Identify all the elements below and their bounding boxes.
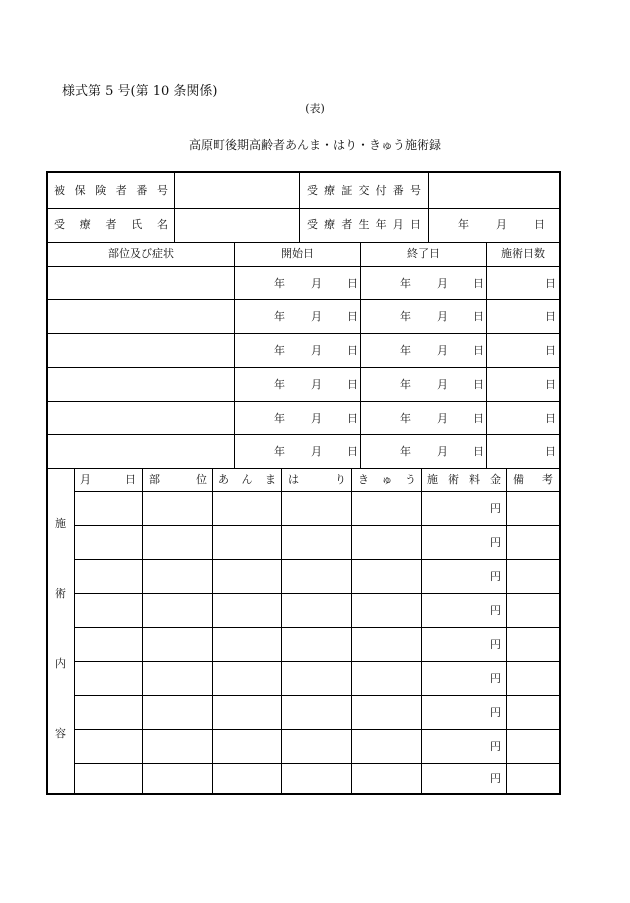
- start-date-field[interactable]: [236, 268, 359, 299]
- site-field[interactable]: [144, 492, 211, 525]
- remarks-field[interactable]: [508, 696, 558, 729]
- year-unit: 年: [458, 218, 469, 231]
- site-symptom-field[interactable]: [50, 301, 232, 332]
- column-header-month-day: [80, 473, 136, 487]
- month-unit: 月: [311, 412, 322, 425]
- anma-field[interactable]: [214, 662, 280, 695]
- treatment-days-field[interactable]: [488, 268, 558, 299]
- yen-unit: 円: [490, 706, 501, 719]
- kyu-field[interactable]: [353, 628, 420, 661]
- remarks-field[interactable]: [508, 662, 558, 695]
- month-day-field[interactable]: [76, 662, 141, 695]
- month-day-field[interactable]: [76, 560, 141, 593]
- start-date-field[interactable]: [236, 403, 359, 434]
- month-day-field[interactable]: [76, 696, 141, 729]
- anma-field[interactable]: [214, 594, 280, 627]
- hari-field[interactable]: [283, 526, 350, 559]
- yen-unit: 円: [490, 502, 501, 515]
- day-unit: 日: [545, 310, 556, 323]
- day-unit: 日: [473, 277, 484, 290]
- day-unit: 日: [545, 277, 556, 290]
- month-unit: 月: [311, 344, 322, 357]
- year-unit: 年: [400, 378, 411, 391]
- hari-field[interactable]: [283, 594, 350, 627]
- kyu-field[interactable]: [353, 492, 420, 525]
- month-unit: 月: [311, 445, 322, 458]
- hari-field[interactable]: [283, 764, 350, 793]
- side-label: (表): [305, 102, 325, 115]
- site-field[interactable]: [144, 764, 211, 793]
- end-date-field[interactable]: [362, 301, 485, 332]
- anma-field[interactable]: [214, 730, 280, 763]
- column-header-treatment-days: 施術日数: [501, 247, 545, 260]
- patient-name-label: 受 療 者 氏 名: [54, 218, 168, 231]
- day-unit: 日: [473, 310, 484, 323]
- fee-field[interactable]: [423, 628, 505, 661]
- detail-side-label: [48, 469, 74, 793]
- treatment-days-field[interactable]: [488, 403, 558, 434]
- start-date-field[interactable]: [236, 369, 359, 400]
- day-unit: 日: [347, 378, 358, 391]
- day-unit: 日: [545, 412, 556, 425]
- month-day-field[interactable]: [76, 492, 141, 525]
- site-field[interactable]: [144, 730, 211, 763]
- yen-unit: 円: [490, 740, 501, 753]
- hari-field[interactable]: [283, 662, 350, 695]
- month-day-field[interactable]: [76, 730, 141, 763]
- kyu-field[interactable]: [353, 594, 420, 627]
- fee-field[interactable]: [423, 764, 505, 793]
- site-field[interactable]: [144, 628, 211, 661]
- remarks-field[interactable]: [508, 526, 558, 559]
- insured-number-field[interactable]: [176, 175, 298, 207]
- remarks-field[interactable]: [508, 594, 558, 627]
- month-unit: 月: [437, 310, 448, 323]
- remarks-field[interactable]: [508, 628, 558, 661]
- yen-unit: 円: [490, 772, 501, 785]
- day-unit: 日: [473, 378, 484, 391]
- birthdate-label: 受 療 者 生 年 月 日: [307, 218, 421, 231]
- remarks-field[interactable]: [508, 730, 558, 763]
- day-unit: 日: [347, 277, 358, 290]
- month-label: 月: [80, 473, 91, 486]
- site-symptom-field[interactable]: [50, 403, 232, 434]
- remarks-field[interactable]: [508, 764, 558, 793]
- day-unit: 日: [473, 344, 484, 357]
- kyu-field[interactable]: [353, 662, 420, 695]
- year-unit: 年: [400, 344, 411, 357]
- month-unit: 月: [311, 277, 322, 290]
- fee-field[interactable]: [423, 730, 505, 763]
- month-day-field[interactable]: [76, 628, 141, 661]
- month-unit: 月: [437, 344, 448, 357]
- day-unit: 日: [347, 412, 358, 425]
- fee-field[interactable]: [423, 594, 505, 627]
- yen-unit: 円: [490, 604, 501, 617]
- year-unit: 年: [274, 412, 285, 425]
- treatment-record-form: [46, 171, 561, 795]
- yen-unit: 円: [490, 570, 501, 583]
- day-unit: 日: [347, 445, 358, 458]
- month-unit: 月: [311, 378, 322, 391]
- start-date-field[interactable]: [236, 335, 359, 366]
- remarks-field[interactable]: [508, 492, 558, 525]
- treatment-days-field[interactable]: [488, 301, 558, 332]
- fee-field[interactable]: [423, 696, 505, 729]
- form-number: 様式第 5 号(第 10 条関係): [62, 84, 218, 99]
- anma-field[interactable]: [214, 628, 280, 661]
- year-unit: 年: [400, 310, 411, 323]
- end-date-field[interactable]: [362, 268, 485, 299]
- side-char: 術: [55, 587, 66, 600]
- month-day-field[interactable]: [76, 594, 141, 627]
- treatment-days-field[interactable]: [488, 369, 558, 400]
- anma-field[interactable]: [214, 526, 280, 559]
- month-unit: 月: [437, 378, 448, 391]
- day-unit: 日: [347, 344, 358, 357]
- patient-name-field[interactable]: [176, 210, 298, 241]
- month-day-field[interactable]: [76, 526, 141, 559]
- column-header-site: 部 位: [149, 473, 207, 486]
- fee-field[interactable]: [423, 662, 505, 695]
- insured-number-label: 被 保 険 者 番 号: [54, 184, 168, 197]
- site-symptom-field[interactable]: [50, 335, 232, 366]
- day-unit: 日: [473, 412, 484, 425]
- day-unit: 日: [545, 445, 556, 458]
- start-date-field[interactable]: [236, 301, 359, 332]
- site-symptom-field[interactable]: [50, 436, 232, 467]
- month-unit: 月: [496, 218, 507, 231]
- site-field[interactable]: [144, 526, 211, 559]
- hari-field[interactable]: [283, 696, 350, 729]
- day-unit: 日: [347, 310, 358, 323]
- kyu-field[interactable]: [353, 526, 420, 559]
- year-unit: 年: [274, 378, 285, 391]
- site-field[interactable]: [144, 594, 211, 627]
- yen-unit: 円: [490, 638, 501, 651]
- year-unit: 年: [274, 344, 285, 357]
- side-char: 容: [55, 727, 66, 740]
- year-unit: 年: [274, 277, 285, 290]
- day-unit: 日: [534, 218, 545, 231]
- column-header-start-date: 開始日: [281, 247, 314, 260]
- certificate-number-label: 受 療 証 交 付 番 号: [307, 184, 421, 197]
- anma-field[interactable]: [214, 492, 280, 525]
- end-date-field[interactable]: [362, 403, 485, 434]
- column-header-kyu: き ゅ う: [358, 473, 416, 486]
- day-unit: 日: [545, 378, 556, 391]
- start-date-field[interactable]: [236, 436, 359, 467]
- site-symptom-field[interactable]: [50, 369, 232, 400]
- hari-field[interactable]: [283, 730, 350, 763]
- year-unit: 年: [400, 277, 411, 290]
- fee-field[interactable]: [423, 526, 505, 559]
- kyu-field[interactable]: [353, 560, 420, 593]
- hari-field[interactable]: [283, 492, 350, 525]
- birthdate-field[interactable]: [430, 218, 556, 232]
- kyu-field[interactable]: [353, 764, 420, 793]
- kyu-field[interactable]: [353, 730, 420, 763]
- document-title: 高原町後期高齢者あんま・はり・きゅう施術録: [188, 138, 441, 152]
- month-unit: 月: [311, 310, 322, 323]
- yen-unit: 円: [490, 536, 501, 549]
- column-header-end-date: 終了日: [407, 247, 440, 260]
- end-date-field[interactable]: [362, 436, 485, 467]
- year-unit: 年: [274, 445, 285, 458]
- column-header-hari: は り: [288, 473, 346, 486]
- column-header-site-symptoms: 部位及び症状: [108, 247, 174, 260]
- yen-unit: 円: [490, 672, 501, 685]
- end-date-field[interactable]: [362, 335, 485, 366]
- site-field[interactable]: [144, 662, 211, 695]
- column-header-remarks: 備 考: [513, 473, 553, 486]
- month-day-field[interactable]: [76, 764, 141, 793]
- column-header-fee: 施 術 料 金: [427, 473, 501, 486]
- treatment-days-field[interactable]: [488, 436, 558, 467]
- year-unit: 年: [274, 310, 285, 323]
- remarks-field[interactable]: [508, 560, 558, 593]
- fee-field[interactable]: [423, 492, 505, 525]
- site-symptom-field[interactable]: [50, 268, 232, 299]
- hari-field[interactable]: [283, 628, 350, 661]
- anma-field[interactable]: [214, 764, 280, 793]
- month-unit: 月: [437, 277, 448, 290]
- kyu-field[interactable]: [353, 696, 420, 729]
- year-unit: 年: [400, 412, 411, 425]
- site-field[interactable]: [144, 696, 211, 729]
- anma-field[interactable]: [214, 560, 280, 593]
- month-unit: 月: [437, 445, 448, 458]
- side-char: 施: [55, 517, 66, 530]
- hari-field[interactable]: [283, 560, 350, 593]
- site-field[interactable]: [144, 560, 211, 593]
- day-label: 日: [125, 473, 136, 486]
- end-date-field[interactable]: [362, 369, 485, 400]
- fee-field[interactable]: [423, 560, 505, 593]
- anma-field[interactable]: [214, 696, 280, 729]
- day-unit: 日: [545, 344, 556, 357]
- treatment-days-field[interactable]: [488, 335, 558, 366]
- column-header-anma: あ ん ま: [218, 473, 276, 486]
- year-unit: 年: [400, 445, 411, 458]
- side-char: 内: [55, 657, 66, 670]
- certificate-number-field[interactable]: [430, 175, 556, 207]
- day-unit: 日: [473, 445, 484, 458]
- month-unit: 月: [437, 412, 448, 425]
